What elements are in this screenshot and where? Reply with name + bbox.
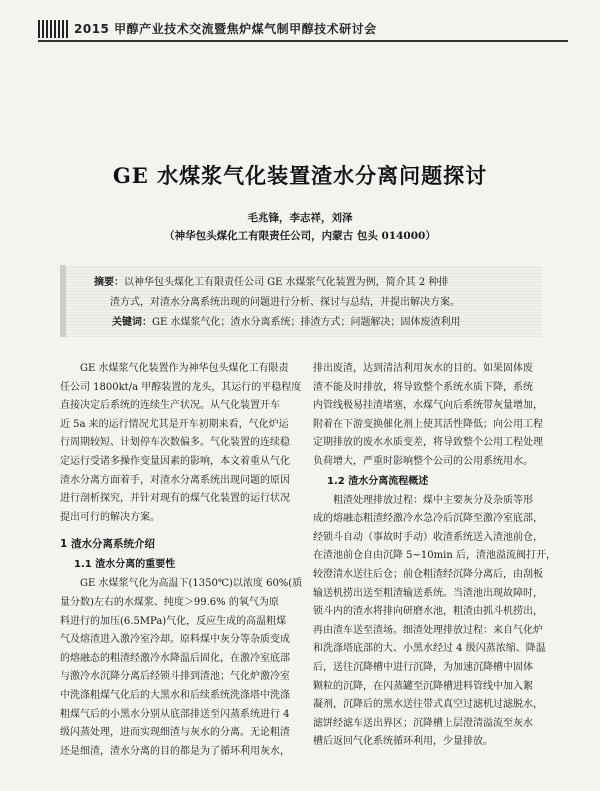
text-line: 经锁斗自动（事故时手动）收渣系统送入渣池前仓， xyxy=(313,531,543,543)
text-line: GE 水煤浆气化装置作为神华包头煤化工有限责 xyxy=(80,363,289,374)
text-line: 粗煤气后的小黑水分别从底部排送至闪蒸系统进行 4 xyxy=(60,708,290,720)
text-line: 负荷增大，严重时影响整个公司的公用系统用水。 xyxy=(313,455,533,467)
abstract-line-1 xyxy=(94,273,534,288)
text-line: 槽后返回气化系统循环利用，少量排放。 xyxy=(313,736,493,748)
text-line: 行周期较短、计划停车次数偏多。气化装置的连续稳 xyxy=(60,437,290,449)
text-line: 再由渣车送至渣场。细渣处理排放过程：来自气化炉 xyxy=(313,624,543,636)
right-column xyxy=(313,360,561,752)
abstract-label: 摘要： xyxy=(94,277,124,288)
keywords-line xyxy=(112,313,534,328)
text-line: 中洗涤粗煤气化后的大黑水和后续系统洗涤塔中洗涤 xyxy=(60,689,290,701)
text-line: 颗粒的沉降，在闪蒸罐至沉降槽进料管线中加入絮 xyxy=(313,680,533,692)
text-line: 的熔融态的粗渣经激冷水降温后固化，在激冷室底部 xyxy=(60,652,290,664)
text-line: 近 5a 来的运行情况尤其是开车初期来看，气化炉运 xyxy=(60,418,289,430)
article-title: GE 水煤浆气化装置渣水分离问题探讨 xyxy=(112,163,488,188)
text-line: 还是细渣，渣水分离的目的都是为了循环利用灰水， xyxy=(60,745,290,757)
article-affiliation: （神华包头煤化工有限责任公司，内蒙古 包头 014000） xyxy=(164,230,436,242)
text-line: 后，送往沉降槽中进行沉降，为加速沉降槽中固体 xyxy=(313,661,533,673)
text-line: 和洗涤塔底部的大、小黑水经过 4 级闪蒸浓缩、降温 xyxy=(313,643,546,655)
text-line: 任公司 1800kt/a 甲醇装置的龙头，其运行的平稳程度 xyxy=(60,381,302,393)
text-line: 料进行的加压(6.5MPa)气化，反应生成的高温粗煤 xyxy=(60,615,287,627)
text-line: 较澄清水送往后仓；前仓粗渣经沉降分离后，由刮板 xyxy=(313,568,543,580)
text-line: 附着在下游变换催化剂上使其活性降低；向公用工程 xyxy=(313,418,543,430)
left-column xyxy=(60,360,308,761)
text-line: 进行剖析探究，并针对现有的煤气化装置的运行状况 xyxy=(60,493,290,505)
text-line: 气及熔渣进入激冷室冷却。原料煤中灰分等杂质变成 xyxy=(60,634,290,646)
text-line: 在渣池前仓自由沉降 5~10min 后，渣池溢流阀打开， xyxy=(313,550,556,562)
text-line: 凝剂，沉降后的黑水送往带式真空过滤机过滤脱水， xyxy=(313,699,543,711)
text-line: 与激冷水沉降分离后经锁斗排到渣池；气化炉激冷室 xyxy=(60,671,290,683)
text-line: 提出可行的解决方案。 xyxy=(60,511,160,523)
text-line: 级闪蒸处理，进而实现细渣与灰水的分离。无论粗渣 xyxy=(60,727,290,739)
text-line: 直接决定后系统的连续生产状况。从气化装置开车 xyxy=(60,400,280,412)
keywords-label: 关键词： xyxy=(112,317,152,328)
text-line: 成的熔融态粗渣经激冷水急冷后沉降至激冷室底部， xyxy=(313,513,543,525)
article-authors: 毛兆锋，李志祥，刘泽 xyxy=(247,212,353,224)
text-line: 定运行受诸多操作变量因素的影响，本文着重从气化 xyxy=(60,455,290,467)
section-heading-1-1: 1.1 渣水分离的重要性 xyxy=(74,559,176,571)
text-line: 粗渣处理排放过程：煤中主要灰分及杂质等形 xyxy=(333,494,533,506)
text-line: 定期排放的废水水质变差，将导致整个公用工程处理 xyxy=(313,437,543,449)
text-line: 渣水分离方面着手，对渣水分离系统出现问题的原因 xyxy=(60,474,290,486)
text-line: 渣不能及时排放，将导致整个系统水质下降，系统 xyxy=(313,381,533,393)
section-heading-1-2: 1.2 渣水分离流程概述 xyxy=(327,475,429,487)
keywords-text: GE 水煤浆气化；渣水分离系统；排渣方式；问题解决；固体废渣利用 xyxy=(152,317,461,328)
header-bar-graphic xyxy=(38,20,68,38)
proceedings-header xyxy=(38,18,568,42)
text-line: GE 水煤浆气化为高温下(1350℃)以浓度 60%(质 xyxy=(80,578,303,590)
text-line: 输送机捞出送至粗渣输送系统。当渣池出现故障时， xyxy=(313,587,543,599)
section-heading-1: 1 渣水分离系统介绍 xyxy=(60,538,155,551)
abstract-text-1: 以神华包头煤化工有限责任公司 GE 水煤浆气化装置为例，简介其 2 种排 xyxy=(124,277,449,288)
abstract-line-2: 渣方式，对渣水分离系统出现的问题进行分析、探讨与总结，并提出解决方案。 xyxy=(110,297,460,308)
proceedings-title: 2015 甲醇产业技术交流暨焦炉煤气制甲醇技术研讨会 xyxy=(74,22,377,36)
text-line: 排出废渣，达到清洁利用灰水的目的。如果固体废 xyxy=(313,363,533,374)
text-line: 量分数)左右的水煤浆、纯度＞99.6% 的氧气为原 xyxy=(60,596,279,608)
text-line: 滤饼经滤车送出界区；沉降槽上层澄清溢流至灰水 xyxy=(313,717,533,729)
abstract-box xyxy=(60,265,542,337)
text-line: 锁斗内的渣水将排向研磨水池，粗渣由抓斗机捞出， xyxy=(313,606,543,618)
text-line: 内管线极易挂渣堵塞，水煤气向后系统带灰量增加， xyxy=(313,400,543,412)
